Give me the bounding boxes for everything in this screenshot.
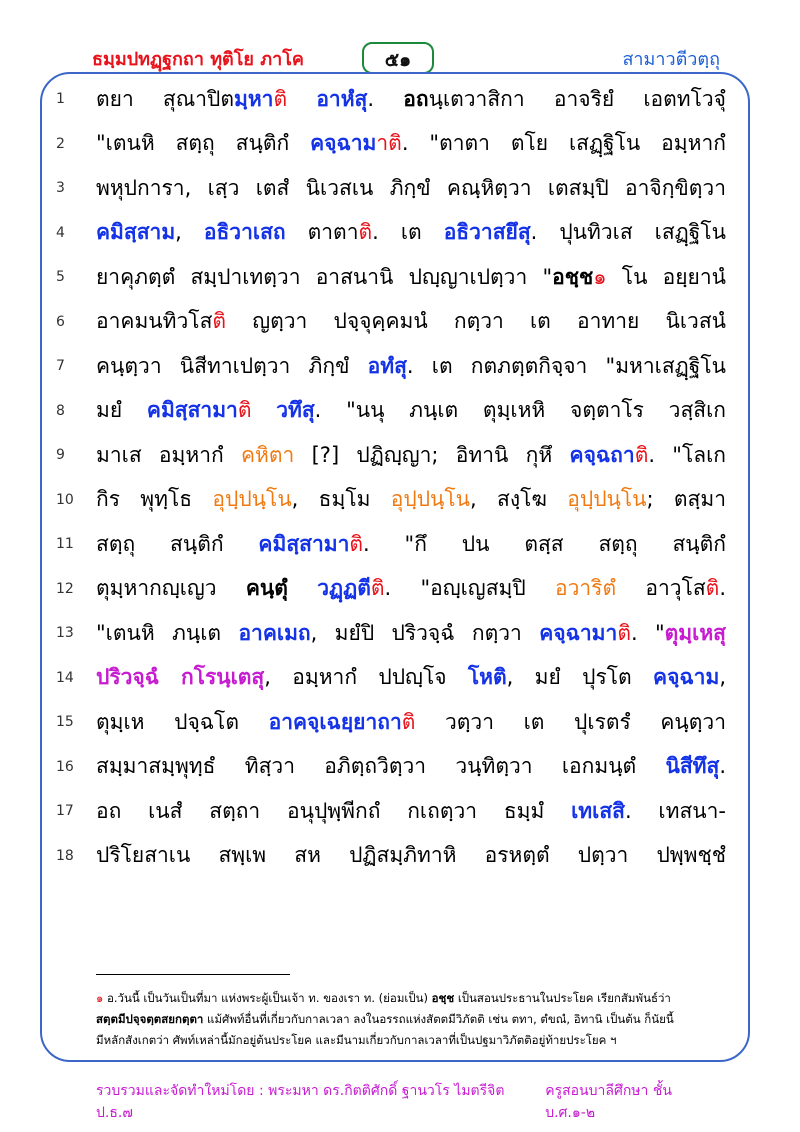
text-segment: . "ตาตา ตโย เสฏฺฐิโน อมฺหากํ <box>401 131 726 156</box>
text-segment: ติ <box>634 442 649 467</box>
text-segment: ติ <box>401 709 416 734</box>
text-segment: อถ <box>403 86 429 111</box>
line-number: 7 <box>56 358 65 375</box>
text-segment: . "อญฺเญสมฺปิ <box>384 576 555 601</box>
line-number: 13 <box>56 625 74 642</box>
text-segment: ติ <box>617 620 631 645</box>
text-segment: อาคมนทิวโส <box>96 309 213 334</box>
line-number: 18 <box>56 847 74 864</box>
line-text <box>96 750 726 783</box>
line-text <box>96 216 726 249</box>
line-text <box>96 439 726 472</box>
text-segment: อธิวาเสถ <box>203 220 286 245</box>
text-segment <box>287 87 316 111</box>
line-number: 17 <box>56 803 74 820</box>
text-segment: อาคเมถ <box>238 620 311 645</box>
text-segment <box>288 576 317 600</box>
text-segment: , <box>719 665 726 690</box>
text-segment: คจฺฉาม <box>310 131 377 156</box>
text-segment: อธิวาสยึสุ <box>443 220 531 245</box>
text-segment: มาเส อมฺหากํ <box>96 442 241 467</box>
line-text <box>96 394 726 427</box>
line-text <box>96 706 726 739</box>
line-text <box>96 661 726 694</box>
text-line <box>56 433 726 478</box>
text-segment: คหิตา <box>241 442 295 467</box>
text-segment: ยาคุภตฺตํ สมฺปาเทตฺวา อาสนานิ ปญฺญาเปตฺวา " <box>96 264 553 289</box>
line-number: 11 <box>56 536 74 553</box>
text-segment: อวาริตํ <box>554 576 617 601</box>
text-segment: , อมฺหากํ ปปญฺโจ <box>264 665 468 690</box>
text-segment: , <box>175 220 204 245</box>
text-segment: , มยํปิ ปริวจฺฉํ กตฺวา <box>310 620 540 645</box>
text-segment: "เตนหิ ภนฺเต <box>96 620 239 645</box>
line-text <box>96 172 726 205</box>
text-segment: อทํสุ <box>367 353 407 378</box>
text-line <box>56 745 726 790</box>
text-line <box>56 789 726 834</box>
text-segment: มยํ <box>96 398 147 423</box>
text-segment: คมิสฺสาม <box>96 220 176 245</box>
footnote-line <box>96 988 736 1008</box>
line-number: 12 <box>56 580 74 597</box>
text-segment: คนฺตุํ <box>245 576 288 601</box>
text-segment: ติ <box>349 531 364 556</box>
line-number: 5 <box>56 269 65 286</box>
line-text <box>96 261 726 294</box>
text-line <box>56 166 726 211</box>
text-segment: นฺเตวาสิกา อาจริยํ เอตทโวจุํ <box>428 86 726 111</box>
text-segment: อาหํสุ <box>316 86 368 111</box>
text-segment: ตาตา <box>285 220 359 245</box>
text-segment: อุปฺปนฺโน <box>567 487 647 512</box>
text-segment: พหุปการา, เสฺว เตสํ นิเวสเน ภิกฺขํ คณฺหิตฺวา เตสมฺปิ อาจิกฺขิตฺวา <box>96 175 726 200</box>
text-line <box>56 522 726 567</box>
line-number: 16 <box>56 758 74 775</box>
line-text <box>96 528 726 561</box>
footnote-segment: สตฺตมีปจฺจตฺตสยกตฺตา <box>96 1012 204 1026</box>
text-segment: โน อยฺยานํ <box>606 264 727 289</box>
text-line <box>56 389 726 434</box>
text-segment: ตุมฺเห ปจฺฉโต <box>96 709 269 734</box>
footer-course: ครูสอนบาลีศึกษา ชั้น บ.ศ.๑-๒ <box>545 1083 672 1121</box>
line-number: 15 <box>56 714 74 731</box>
book-title: ธมฺมปทฏฺฐกถา ทุติโย ภาโค <box>92 49 304 70</box>
footnote-line <box>96 1009 736 1029</box>
text-line <box>56 211 726 256</box>
text-line <box>56 478 726 523</box>
footer-credit: รวบรวมและจัดทำใหม่โดย : พระมหา ดร.กิตติศักดิ์ ฐานวโร ไมตรีจิต ป.ธ.๗ <box>96 1083 505 1121</box>
text-segment: . เต <box>372 220 444 245</box>
line-text <box>96 572 726 605</box>
text-segment: นิสีทึสุ <box>665 754 720 779</box>
text-segment: ปริโยสาเน สพฺเพ สห ปฏิสมฺภิทาหิ อรหตฺตํ ปตฺวา ปพฺพชฺชํ <box>96 843 726 868</box>
footnote-segment: อ.วันนี้ เป็นวันเป็นที่มา แห่งพระผู้เป็นเจ้า ท. ของเรา ท. (ย่อมเป็น) <box>103 991 432 1005</box>
text-segment: อถ เนสํ สตฺถา อนุปุพฺพีกถํ กเถตฺวา ธมฺมํ <box>96 798 572 823</box>
text-segment: ๑ <box>593 264 607 289</box>
text-segment: วตฺวา เต ปุเรตรํ คนฺตฺวา <box>415 709 726 734</box>
text-segment: โหติ <box>467 665 507 690</box>
text-segment: ติ <box>212 309 227 334</box>
text-segment: ติ <box>370 576 385 601</box>
text-segment: ตุมฺหากญฺเญว <box>96 576 246 601</box>
line-number: 14 <box>56 669 74 686</box>
text-segment: . <box>719 576 726 601</box>
section-title: สามาวตีวตฺถุ <box>622 49 720 70</box>
line-number: 1 <box>56 91 65 108</box>
text-segment: ญตฺวา ปจฺจุคฺคมนํ กตฺวา เต อาทาย นิเวสนํ <box>226 309 726 334</box>
text-segment: ติ <box>358 220 373 245</box>
footnote-separator <box>96 974 290 975</box>
text-segment: ปริวจฺฉํ กโรนฺเตสุ <box>96 665 265 690</box>
text-segment: คจฺฉาม <box>653 665 720 690</box>
text-segment: "เตนหิ สตฺถุ สนฺติกํ <box>96 131 311 156</box>
line-text <box>96 83 726 116</box>
line-number: 9 <box>56 447 65 464</box>
line-text <box>96 617 726 650</box>
text-segment <box>251 398 276 422</box>
text-segment: ติ <box>273 86 288 111</box>
text-segment: ; ตสฺมา <box>646 487 726 512</box>
text-segment: . <box>719 754 726 779</box>
text-line <box>56 122 726 167</box>
text-segment: . <box>367 86 404 111</box>
text-line <box>56 656 726 701</box>
line-number: 8 <box>56 402 65 419</box>
text-segment: วฏฺฏตี <box>317 576 371 601</box>
text-segment: คจฺฉถา <box>569 442 635 467</box>
text-segment: อชฺช <box>552 264 594 289</box>
text-segment: ตยา สุณาปิต <box>96 86 234 111</box>
text-segment: ติ <box>237 398 252 423</box>
text-segment: วทึสุ <box>276 398 315 423</box>
line-text <box>96 483 726 516</box>
text-segment: . "นนุ ภนฺเต ตุมฺเหหิ จตฺตาโร วสฺสิเก <box>314 398 726 423</box>
text-segment: คนฺตฺวา นิสีทาเปตฺวา ภิกฺขํ <box>96 353 368 378</box>
line-text <box>96 795 726 828</box>
text-segment: มฺหา <box>233 86 274 111</box>
text-segment: อุปฺปนฺโน <box>390 487 471 512</box>
text-segment: ตุมฺเหสุ <box>664 620 726 645</box>
text-line <box>56 300 726 345</box>
footnote-segment: อชฺช <box>431 991 455 1005</box>
text-segment: กิร พุทฺโธ <box>96 487 213 512</box>
text-segment: สตฺถุ สนฺติกํ <box>96 531 259 556</box>
text-line <box>56 344 726 389</box>
text-segment: คมิสฺสามา <box>258 531 350 556</box>
line-number: 2 <box>56 135 65 152</box>
line-text <box>96 839 726 872</box>
line-number: 6 <box>56 313 65 330</box>
text-segment: , ธมฺโม <box>291 487 391 512</box>
footnote-segment: เป็นสอนประธานในประโยค เรียกสัมพันธ์ว่า <box>454 991 671 1005</box>
text-segment: . เทสนา- <box>624 798 726 823</box>
text-line <box>56 255 726 300</box>
text-line <box>56 700 726 745</box>
text-segment: คมิสฺสามา <box>146 398 238 423</box>
text-segment: ติ <box>705 576 720 601</box>
text-segment: . "กึ ปน ตสฺส สตฺถุ สนฺติกํ <box>363 531 726 556</box>
footnote-segment: มีหลักสังเกตว่า ศัพท์เหล่านี้มักอยู่ต้นประโยค และมีนามเกี่ยวกับกาลเวลาที่เป็นปฐมาวิภัตติอยู่ท้ายประโยค ฯ <box>96 1033 617 1047</box>
page-number: ๕๑ <box>362 42 434 74</box>
pali-text-body <box>56 77 726 878</box>
line-text <box>96 350 726 383</box>
line-number: 10 <box>56 491 74 508</box>
footnote-segment: แม้ศัพท์อื่นที่เกี่ยวกับกาลเวลา ลงในอรรถแห่งสัตตมีวิภัตติ เช่น ตทา, ตํขณํ, อิทานิ เป็นต้น ก็นัยนี้ <box>203 1012 674 1026</box>
text-segment: สมฺมาสมฺพุทฺธํ ทิสฺวา อภิตฺถวิตฺวา วนฺทิตฺวา เอกมนฺตํ <box>96 754 666 779</box>
text-segment: . " <box>630 620 665 645</box>
text-line <box>56 834 726 879</box>
text-segment: [?] ปฏิญฺญา; อิทานิ กุหึ <box>294 442 570 467</box>
text-segment: เทเสสิ <box>571 798 625 823</box>
text-segment: , มยํ ปุรโต <box>506 665 654 690</box>
footnote-segment: ๑ <box>96 991 104 1005</box>
text-line <box>56 77 726 122</box>
text-segment: คจฺฉามา <box>539 620 618 645</box>
text-segment: . "โลเก <box>648 442 726 467</box>
text-line <box>56 611 726 656</box>
text-segment: อาวุโส <box>616 576 706 601</box>
line-text <box>96 127 726 160</box>
line-text <box>96 305 726 338</box>
text-segment: าติ <box>376 131 402 156</box>
line-number: 4 <box>56 224 65 241</box>
text-segment: อุปฺปนฺโน <box>212 487 292 512</box>
line-number: 3 <box>56 180 65 197</box>
text-segment: . ปุนทิวเส เสฏฺฐิโน <box>530 220 726 245</box>
text-segment: . เต กตภตฺตกิจฺจา "มหาเสฏฺฐิโน <box>406 353 726 378</box>
text-segment: อาคจฺเฉยฺยาถา <box>268 709 402 734</box>
text-line <box>56 567 726 612</box>
footnote-line <box>96 1030 736 1050</box>
page-footer <box>96 1080 726 1124</box>
text-segment: , สงฺโฆ <box>470 487 568 512</box>
